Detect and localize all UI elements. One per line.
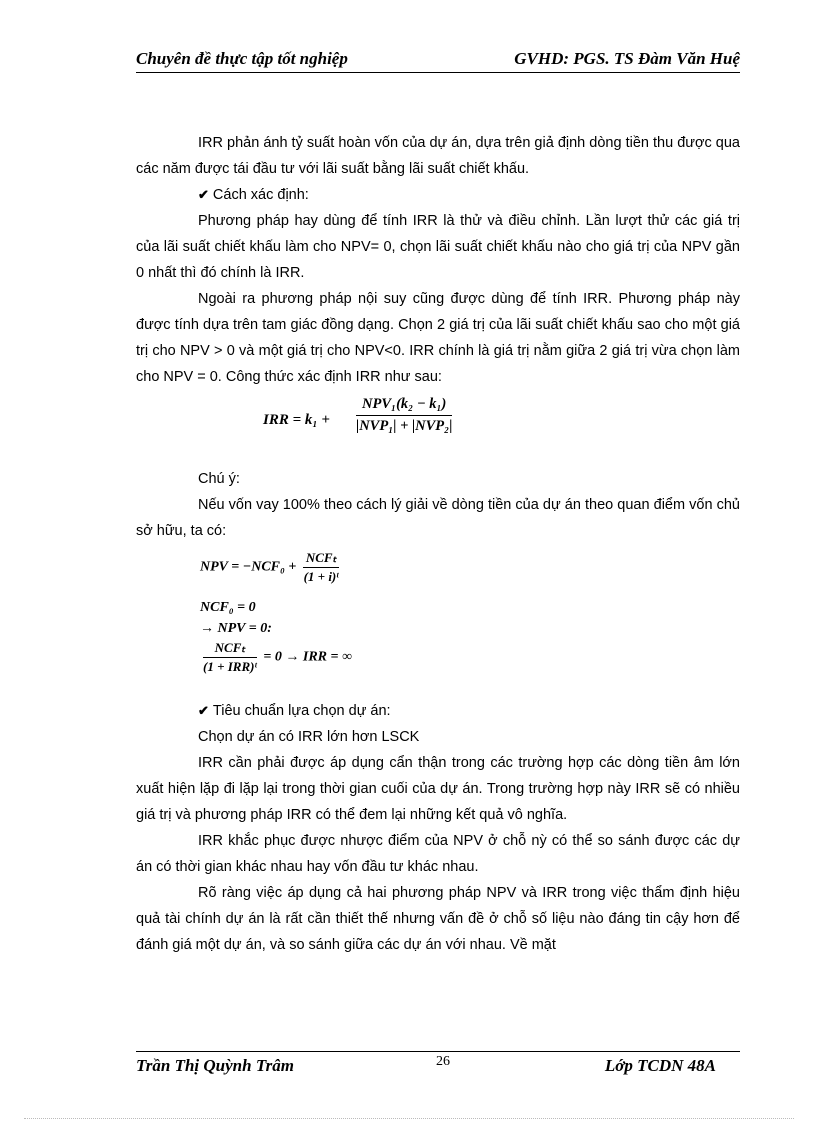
footer-author: Trần Thị Quỳnh Trâm	[136, 1056, 294, 1075]
checkmark-icon: ✔	[198, 703, 209, 718]
document-body	[136, 130, 740, 958]
paragraph-npv-irr-comparison: Rõ ràng việc áp dụng cả hai phương pháp NPV và IRR trong việc thẩm định hiệu quả tài chính dự án là rất cần thiết thế nhưng vấn đề ở chỗ số liệu nào đáng tin cậy hơn để đánh giá một dự án, và so sánh giữa các dự án với nhau. Về mặt	[136, 885, 740, 953]
npv-zero-equation: → NPV = 0:	[200, 621, 272, 636]
checkmark-icon: ✔	[198, 187, 209, 202]
header-supervisor: GVHD: PGS. TS Đàm Văn Huệ	[514, 49, 740, 68]
npv-formula-numerator: NCFₜ	[303, 550, 340, 568]
irr-formula-lhs: IRR = k₁ +	[263, 412, 330, 428]
footer-class: Lớp TCDN 48A	[604, 1056, 716, 1075]
irr-formula-numerator: NPV₁(k₂ − k₁)	[356, 396, 452, 416]
npv-formula-denominator: (1 + i)ᵗ	[303, 569, 339, 584]
criterion-text: Chọn dự án có IRR lớn hơn LSCK	[198, 729, 420, 745]
npv-formula-lhs: NPV = −NCF₀ +	[200, 559, 297, 575]
page-number: 26	[436, 1054, 450, 1069]
bullet-criteria-label: Tiêu chuẩn lựa chọn dự án:	[212, 703, 391, 719]
paragraph-trial-method: Phương pháp hay dùng để tính IRR là thử và điều chỉnh. Lần lượt thử các giá trị của lãi suất chiết khấu làm cho NPV= 0, chọn lãi suất chiết khấu nào cho giá trị của NPV gần 0 nhất thì đó chính là IRR.	[136, 213, 740, 281]
irr-formula-fraction	[356, 396, 452, 435]
paragraph-full-loan: Nếu vốn vay 100% theo cách lý giải về dòng tiền của dự án theo quan điểm vốn chủ sở hữu, ta có:	[136, 497, 740, 539]
paragraph-irr-advantage: IRR khắc phục được nhược điểm của NPV ở chỗ nỳ có thể so sánh được các dự án có thời gian khác nhau hay vốn đầu tư khác nhau.	[136, 833, 740, 875]
ncf0-equation: NCF₀ = 0	[200, 600, 256, 615]
ratio-fraction	[203, 640, 257, 675]
page-footer	[136, 1051, 740, 1082]
npv-formula	[200, 550, 740, 590]
note-label: Chú ý:	[198, 471, 240, 487]
header-title: Chuyên đề thực tập tốt nghiệp	[136, 49, 348, 68]
ratio-rhs: = 0 → IRR = ∞	[263, 649, 352, 665]
page-edge-divider	[24, 1118, 794, 1119]
bullet-method-label: Cách xác định:	[212, 187, 309, 203]
irr-formula-denominator: |NVP₁| + |NVP₂|	[356, 418, 453, 434]
bullet-criteria	[136, 698, 740, 724]
irr-formula	[136, 396, 740, 456]
ratio-denominator: (1 + IRR)ᵗ	[203, 659, 257, 674]
page-header	[136, 46, 740, 73]
paragraph-irr-caution: IRR cần phải được áp dụng cẩn thận trong các trường hợp các dòng tiền âm lớn xuất hiện lặp đi lặp lại trong thời gian cuối của dự án. Trong trường hợp này IRR sẽ có nhiều giá trị và phương pháp IRR có thể đem lại những kết quả vô nghĩa.	[136, 755, 740, 823]
paragraph-irr-definition: IRR phản ánh tỷ suất hoàn vốn của dự án, dựa trên giả định dòng tiền thu được qua các năm được tái đầu tư với lãi suất bằng lãi suất chiết khấu.	[136, 135, 740, 177]
npv-formula-fraction	[303, 550, 340, 585]
bullet-method	[136, 182, 740, 208]
irr-infinity-equation	[200, 640, 740, 684]
paragraph-interpolation: Ngoài ra phương pháp nội suy cũng được dùng để tính IRR. Phương pháp này được tính dựa trên tam giác đồng dạng. Chọn 2 giá trị của lãi suất chiết khấu sao cho một giá trị cho NPV > 0 và một giá trị cho NPV<0. IRR chính là giá trị nằm giữa 2 giá trị vừa chọn làm cho NPV = 0. Công thức xác định IRR như sau:	[136, 291, 740, 385]
ratio-numerator: NCFₜ	[203, 640, 257, 658]
